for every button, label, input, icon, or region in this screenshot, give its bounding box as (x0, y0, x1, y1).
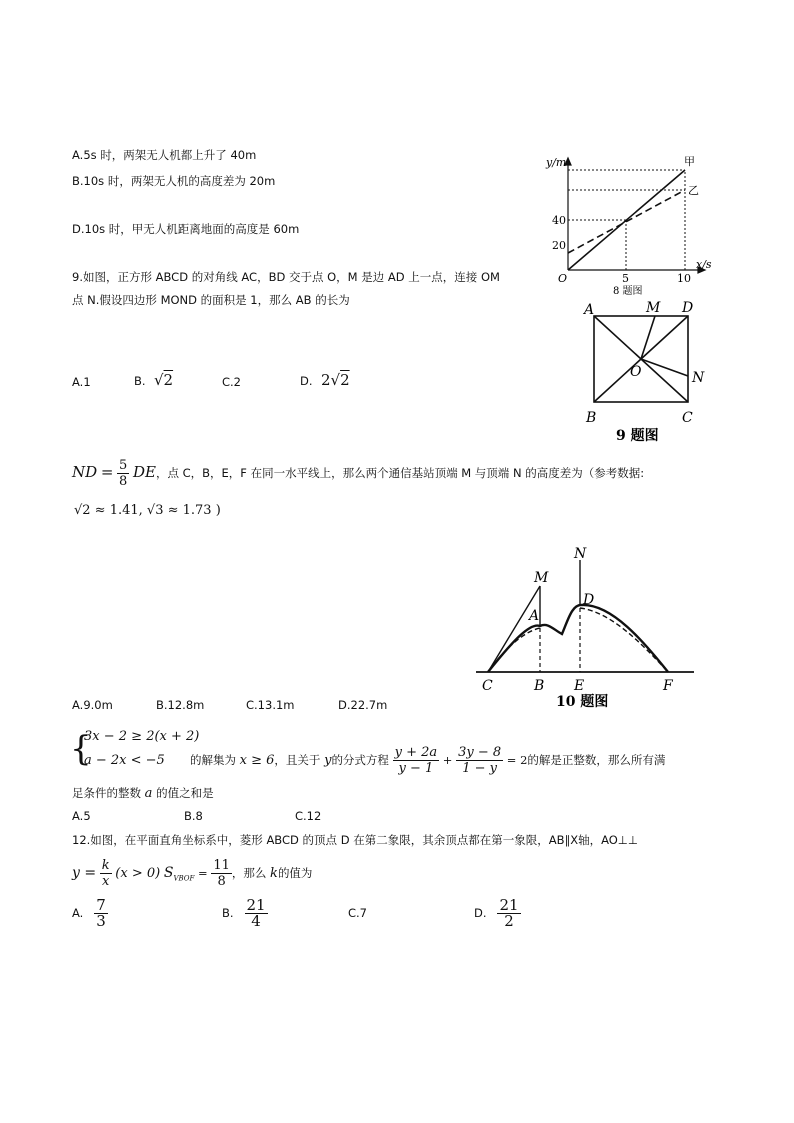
q11-option-b: B.8 (184, 809, 203, 823)
q11-option-c: C.12 (295, 809, 322, 823)
fig8-y-tick-40: 40 (552, 214, 566, 227)
fig8-x-tick-5: 5 (622, 272, 629, 285)
q12-option-c: C.7 (348, 906, 368, 920)
q8-option-b: B.10s 时，两架无人机的高度差为 20m (72, 174, 276, 188)
q12-option-b: B. $\frac{21}{4}$ (222, 896, 266, 930)
fig10-label-e: E (574, 678, 585, 694)
fig8-y-axis-label: y/m (546, 156, 567, 169)
figure-8-chart (538, 150, 718, 300)
fig8-line-yi-label: 乙 (688, 184, 699, 197)
q10-option-a: A.9.0m (72, 698, 113, 712)
fig10-label-n: N (574, 546, 587, 562)
q9-option-a: A.1 (72, 375, 91, 389)
q10-reference-values: √2 ≈ 1.41, √3 ≈ 1.73 ) (74, 503, 221, 518)
q8-option-a: A.5s 时，两架无人机都上升了 40m (72, 148, 257, 162)
fig8-y-tick-20: 20 (552, 239, 566, 252)
q11-system-line-2: a − 2x < −5 (84, 753, 165, 768)
figure-9-square (578, 296, 718, 446)
fig9-label-d: D (682, 300, 694, 316)
figure-10-mountain (472, 542, 698, 708)
q11-system-line-1: 3x − 2 ≥ 2(x + 2) (84, 729, 200, 744)
fig8-origin-label: O (558, 272, 568, 285)
q12-line-2: y = $\frac{k}{x}$ (x > 0) $S_{VBOF}$ = $\frac{11}{8}$ ，那么 k的值为 (72, 858, 313, 889)
q10-line-1: ND = $\frac{5}{8}$ DE，点 C，B，E，F 在同一水平线上，那么两个通信基站顶端 M 与顶端 N 的高度差为（参考数据: (72, 458, 645, 489)
fig10-caption: 10 题图 (556, 694, 609, 708)
q9-option-d: D. 2√2 (300, 371, 350, 389)
fig8-caption: 8 题图 (613, 286, 643, 297)
fig10-label-a: A (529, 608, 540, 624)
fig9-label-o: O (630, 364, 642, 380)
fig10-label-d: D (583, 592, 595, 608)
q10-option-d: D.22.7m (338, 698, 388, 712)
fig10-label-c: C (482, 678, 493, 694)
q12-option-a: A. $\frac{7}{3}$ (72, 896, 106, 930)
fig8-x-tick-10: 10 (677, 272, 691, 285)
q11-system-brace: { (70, 729, 92, 769)
fig8-x-axis-label: x/s (696, 258, 712, 271)
q9-option-b: B. √2 (134, 371, 174, 389)
q9-line-1: 9.如图，正方形 ABCD 的对角线 AC，BD 交于点 O，M 是边 AD 上一点，连接 OM (72, 270, 500, 284)
fig9-label-c: C (682, 410, 693, 426)
q9-option-c: C.2 (222, 375, 242, 389)
fig10-label-b: B (534, 678, 545, 694)
fig9-label-b: B (586, 410, 597, 426)
fig9-label-a: A (584, 302, 595, 318)
fig9-caption: 9 题图 (616, 428, 659, 444)
q8-option-d: D.10s 时，甲无人机距离地面的高度是 60m (72, 222, 300, 236)
q10-option-c: C.13.1m (246, 698, 295, 712)
q12-line-1: 12.如图，在平面直角坐标系中，菱形 ABCD 的顶点 D 在第二象限，其余顶点都在第一象限，AB∥X轴，AO⊥⊥ (72, 833, 638, 847)
fig9-label-n: N (692, 370, 705, 386)
fig9-label-m: M (646, 300, 661, 316)
q12-option-d: D. $\frac{21}{2}$ (474, 896, 519, 930)
q11-line-1: 的解集为 x ≥ 6，且关于 y的分式方程 $\frac{y + 2a}{y - 1}$ + $\frac{3y - 8}{1 - y}$ = 2的解是正整数，那么所有满 (190, 745, 666, 776)
fig8-line-jia-label: 甲 (684, 155, 695, 168)
fig10-label-f: F (663, 678, 673, 694)
q10-option-b: B.12.8m (156, 698, 205, 712)
q11-option-a: A.5 (72, 809, 91, 823)
q11-line-2: 足条件的整数 a 的值之和是 (72, 786, 214, 801)
fig10-label-m: M (534, 570, 549, 586)
q9-line-2: 点 N.假设四边形 MOND 的面积是 1，那么 AB 的长为 (72, 293, 350, 307)
